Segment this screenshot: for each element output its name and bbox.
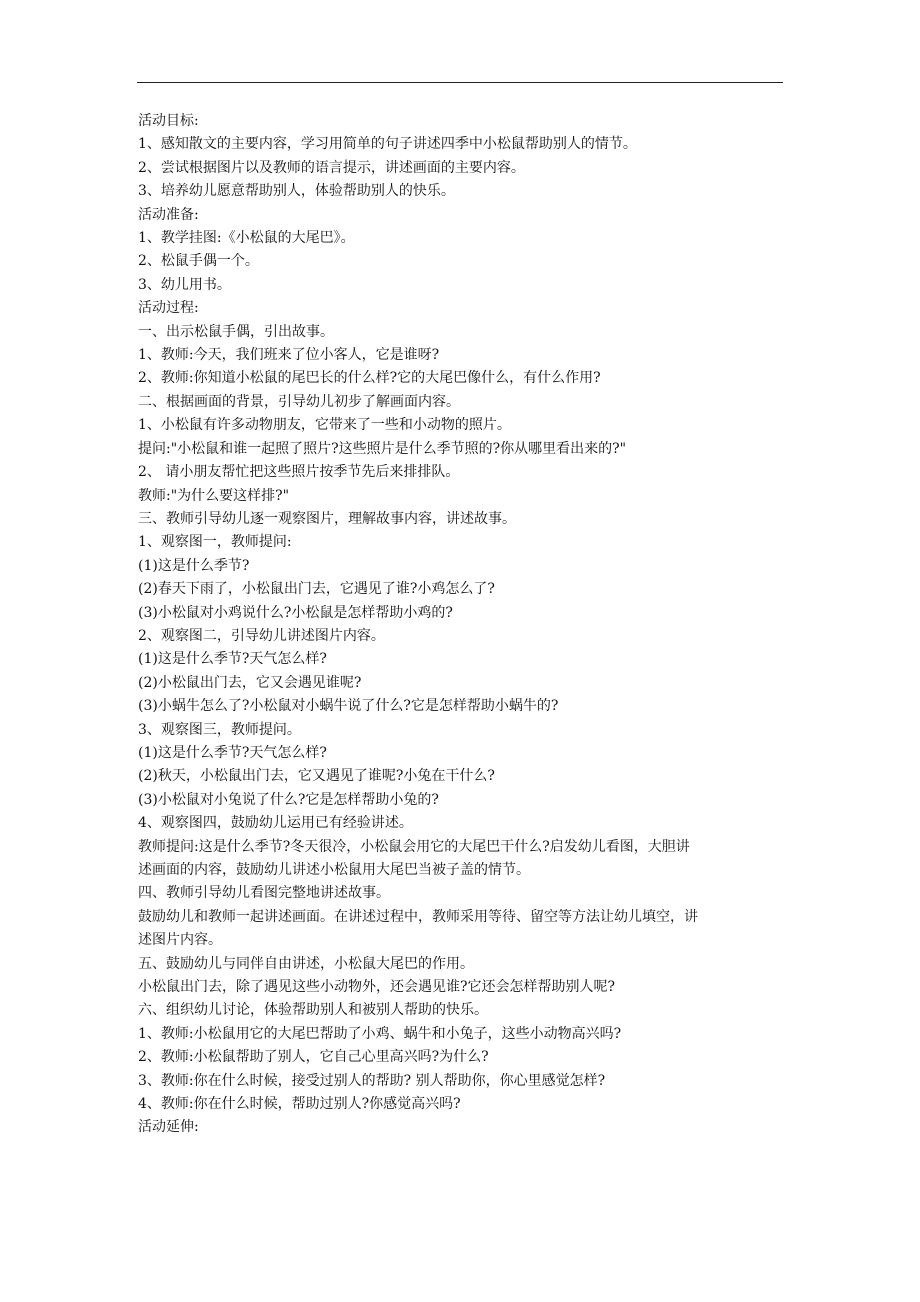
text-line: 活动目标: — [138, 113, 199, 129]
text-line: 2、尝试根据图片以及教师的语言提示，讲述画面的主要内容。 — [138, 159, 525, 176]
text-line: 提问:"小松鼠和谁一起照了照片?这些照片是什么季节照的?你从哪里看出来的?" — [138, 440, 627, 457]
text-line: 一、出示松鼠手偶，引出故事。 — [138, 323, 334, 340]
text-line: 教师:"为什么要这样排?" — [138, 487, 290, 504]
text-line: 四、教师引导幼儿看图完整地讲述故事。 — [138, 885, 390, 902]
text-line: (3)小松鼠对小鸡说什么?小松鼠是怎样帮助小鸡的? — [138, 604, 453, 621]
text-line: 4、观察图四，鼓励幼儿运用已有经验讲述。 — [138, 815, 413, 832]
text-line: 教师提问:这是什么季节?冬天很冷，小松鼠会用它的大尾巴干什么?启发幼儿看图，大胆讲 — [138, 838, 690, 855]
text-line: 2、教师:你知道小松鼠的尾巴长的什么样?它的大尾巴像什么，有什么作用? — [138, 370, 601, 387]
text-line: 3、教师:你在什么时候，接受过别人的帮助? 别人帮助你，你心里感觉怎样? — [138, 1072, 606, 1089]
text-line: 三、教师引导幼儿逐一观察图片，理解故事内容，讲述故事。 — [138, 510, 516, 527]
text-line: (1)这是什么季节?天气怎么样? — [138, 744, 327, 761]
text-line: 1、教师:今天，我们班来了位小客人，它是谁呀? — [138, 347, 440, 364]
text-line: 2、 请小朋友帮忙把这些照片按季节先后来排排队。 — [138, 464, 460, 481]
text-line: (1)这是什么季节? — [138, 557, 250, 574]
text-line: (3)小松鼠对小兔说了什么?它是怎样帮助小兔的? — [138, 791, 439, 808]
text-line: 1、感知散文的主要内容，学习用简单的句子讲述四季中小松鼠帮助别人的情节。 — [138, 136, 637, 153]
text-line: 1、教学挂图:《小松鼠的大尾巴》。 — [138, 230, 355, 247]
text-line: 2、教师:小松鼠帮助了别人，它自己心里高兴吗?为什么? — [138, 1049, 489, 1066]
document-body — [138, 110, 786, 1140]
text-line: (2)秋天，小松鼠出门去，它又遇见了谁呢?小兔在干什么? — [138, 768, 495, 785]
text-line: (2)小松鼠出门去，它又会遇见谁呢? — [138, 674, 362, 691]
text-line: 活动过程: — [138, 300, 199, 317]
text-line: 述图片内容。 — [138, 932, 222, 949]
text-line: 五、鼓励幼儿与同伴自由讲述，小松鼠大尾巴的作用。 — [138, 955, 474, 972]
text-line: 2、松鼠手偶一个。 — [138, 253, 259, 270]
text-line: 鼓励幼儿和教师一起讲述画面。在讲述过程中，教师采用等待、留空等方法让幼儿填空，讲 — [138, 908, 698, 925]
text-line: 3、幼儿用书。 — [138, 276, 231, 293]
text-line: 3、观察图三，教师提问。 — [138, 721, 301, 738]
text-line: 小松鼠出门去，除了遇见这些小动物外，还会遇见谁?它还会怎样帮助别人呢? — [138, 979, 616, 996]
text-line: 4、教师:你在什么时候，帮助过别人?你感觉高兴吗? — [138, 1096, 461, 1113]
text-line: 1、教师:小松鼠用它的大尾巴帮助了小鸡、蜗牛和小兔子，这些小动物高兴吗? — [138, 1025, 622, 1042]
text-line: 二、根据画面的背景，引导幼儿初步了解画面内容。 — [138, 393, 460, 410]
header-rule — [137, 82, 783, 83]
text-line: 2、观察图二，引导幼儿讲述图片内容。 — [138, 627, 385, 644]
text-line: (1)这是什么季节?天气怎么样? — [138, 651, 327, 668]
text-line: 1、小松鼠有许多动物朋友，它带来了一些和小动物的照片。 — [138, 417, 511, 434]
text-line: 活动准备: — [138, 206, 199, 223]
text-line: 3、培养幼儿愿意帮助别人，体验帮助别人的快乐。 — [138, 183, 455, 200]
text-line: 1、观察图一，教师提问: — [138, 534, 292, 551]
text-line: 活动延伸: — [138, 1119, 199, 1136]
text-line: (3)小蜗牛怎么了?小松鼠对小蜗牛说了什么?它是怎样帮助小蜗牛的? — [138, 698, 559, 715]
text-line: 述画面的内容，鼓励幼儿讲述小松鼠用大尾巴当被子盖的情节。 — [138, 862, 530, 878]
text-line: (2)春天下雨了，小松鼠出门去，它遇见了谁?小鸡怎么了? — [138, 581, 495, 598]
text-line: 六、组织幼儿讨论，体验帮助别人和被别人帮助的快乐。 — [138, 1002, 488, 1019]
